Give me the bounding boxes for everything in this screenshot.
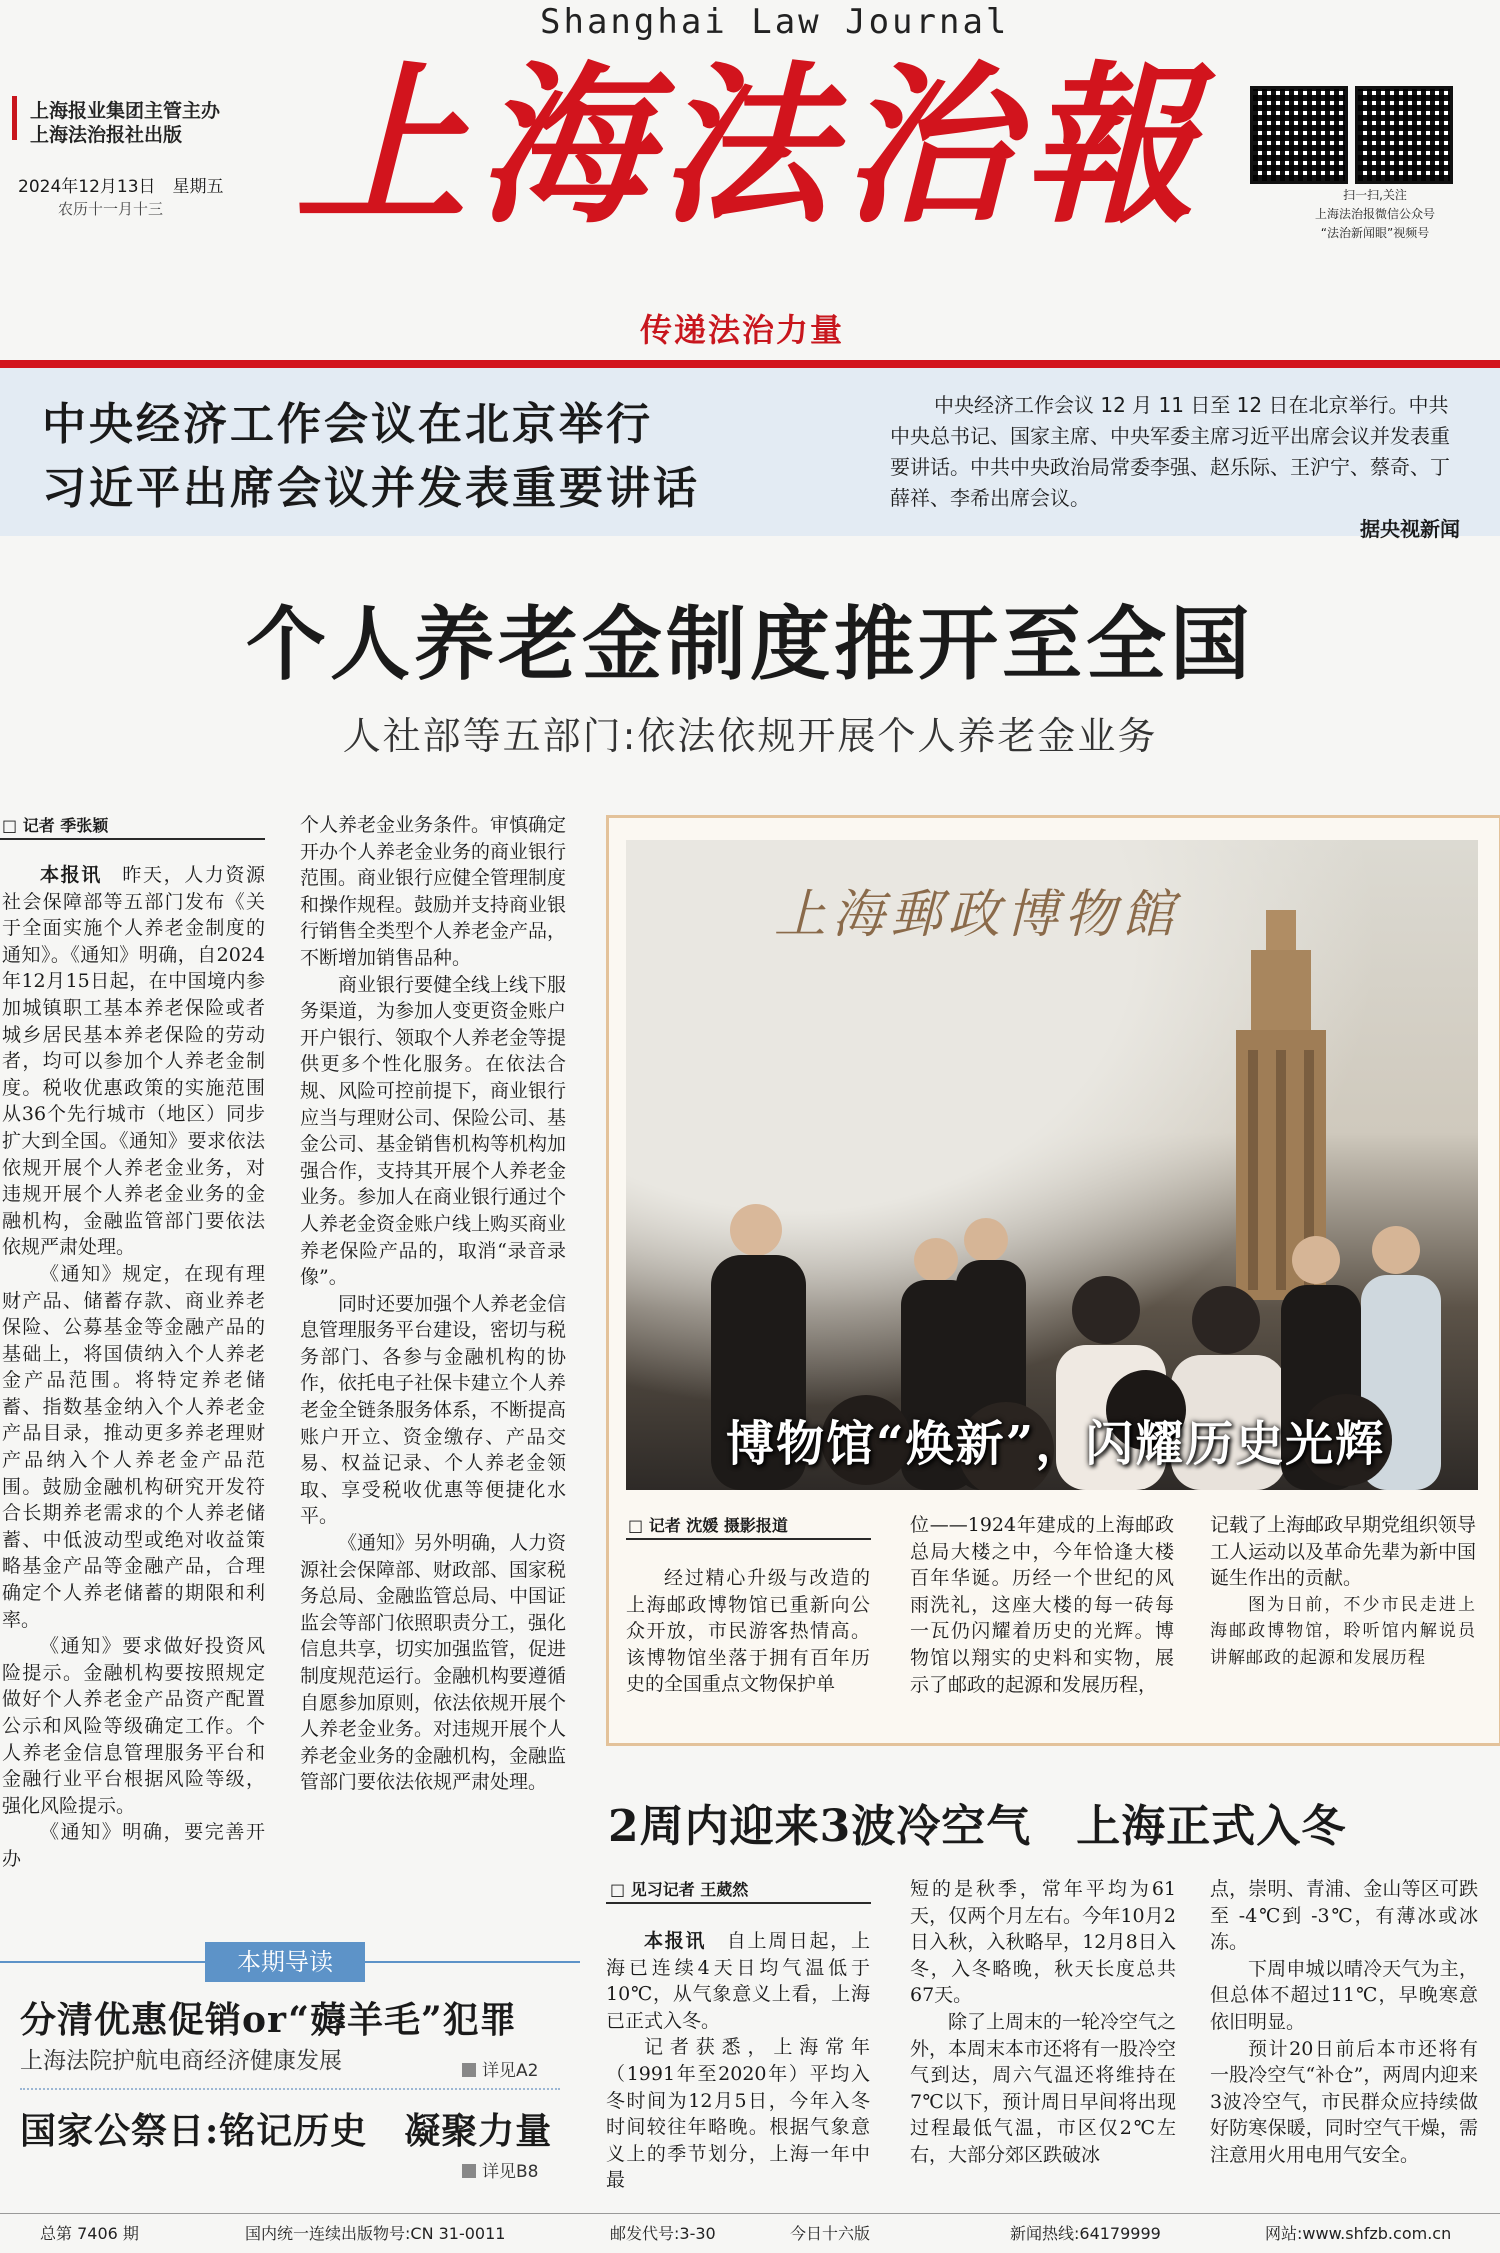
museum-sign: 上海郵政博物館 [774, 885, 1181, 945]
newspaper-logo: 上海法治報 [295, 44, 1205, 247]
digest-tab: 本期导读 [205, 1942, 365, 1982]
top-story-source: 据央视新闻 [1360, 517, 1460, 541]
photo-story-column-2 [910, 1512, 1174, 1698]
weather-story-paragraph: 除了上周末的一轮冷空气之外，本周末本市还将有一股冷空气到达，周六气温还将维持在7℃以下，预计周日早间将出现过程最低气温，市区仅2℃左右，大部分郊区跌破冰 [910, 2010, 1177, 2166]
lead-story-paragraph: 同时还要加强个人养老金信息管理服务平台建设，密切与税务部门、各参与金融机构的协作，依托电子社保卡建立个人养老金全链条服务体系，不断提高账户开立、资金缴存、产品交易、权益记录、个人养老金领取、享受税收优惠等便捷化水平。 [300, 1292, 567, 1528]
digest-item-1-subtitle: 上海法院护航电商经济健康发展 [20, 2048, 342, 2074]
footer-website[interactable]: 网站:www.shfzb.com.cn [1265, 2224, 1452, 2243]
weather-story-paragraph: 点，崇明、青浦、金山等区可跌至 -4℃到 -3℃，有薄冰或冰冻。 [1210, 1878, 1478, 1954]
english-title: Shanghai Law Journal [540, 2, 1010, 42]
publisher-line-1: 上海报业集团主管主办 [30, 100, 221, 122]
video-channel-qr-code-icon [1355, 86, 1453, 184]
footer-issue: 总第 7406 期 [40, 2224, 139, 2243]
weather-story-paragraph: 下周申城以晴冷天气为主，但总体不超过11℃，早晚寒意依旧明显。 [1210, 1957, 1478, 2033]
photo-story-paragraph: 记载了上海邮政早期党组织领导工人运动以及革命先辈为新中国诞生作出的贡献。 [1210, 1514, 1477, 1590]
lead-label: 本报讯 [40, 864, 102, 886]
qr-note [1245, 186, 1500, 243]
photo-story-paragraph: 经过精心升级与改造的上海邮政博物馆已重新向公众开放，市民游客热情高。该博物馆坐落于拥有百年历史的全国重点文物保护单 [626, 1567, 870, 1696]
digest-item-2-ref-text: 详见B8 [482, 2162, 539, 2182]
footer-rule [0, 2213, 1500, 2214]
top-story-headline-1: 中央经济工作会议在北京举行 [42, 399, 653, 450]
lead-story-column-2 [300, 812, 566, 1796]
footer-cn-number: 国内统一连续出版物号:CN 31-0011 [245, 2224, 506, 2243]
lead-story-paragraph: 《通知》规定，在现有理财产品、储蓄存款、商业养老保险、公募基金等金融产品的基础上，将国债纳入个人养老金产品范围。将特定养老储蓄、指数基金纳入个人养老金产品目录，推动更多养老理财产品纳入个人养老金产品范围。鼓励金融机构研究开发符合长期养老需求的个人养老储蓄、中低波动型或绝对收益策略基金产品等金融产品，合理确定个人养老储蓄的期限和利率。 [2, 1262, 265, 1631]
lead-text: 自上周日起，上海已连续4天日均气温低于10℃，从气象意义上看，上海已正式入冬。 [606, 1930, 870, 2032]
photo-story-column-1 [626, 1565, 870, 1698]
lead-story-paragraph: 商业银行要健全线上线下服务渠道，为参加人变更资金账户开户银行、领取个人养老金等提供更多个性化服务。在依法合规、风险可控前提下，商业银行应当与理财公司、保险公司、基金公司、基金销售机构等机构加强合作，支持其开展个人养老金业务。参加人在商业银行通过个人养老金资金账户线上购买商业养老保险产品的，取消“录音录像”。 [300, 973, 567, 1289]
publisher-line-2: 上海法治报社出版 [30, 124, 183, 146]
digest-item-2-reference[interactable] [462, 2157, 538, 2182]
digest-separator [20, 2088, 560, 2090]
reference-square-icon [462, 2164, 476, 2178]
byline-rule [626, 1538, 871, 1540]
digest-item-1-title[interactable]: 分清优惠促销or“薅羊毛”犯罪 [20, 1999, 517, 2041]
lead-story-byline: □ 记者 季张颖 [2, 816, 109, 835]
wechat-qr-code-icon [1250, 86, 1348, 184]
lead-story-paragraph: 《通知》另外明确，人力资源社会保障部、财政部、国家税务总局、金融监管总局、中国证监会等部门依照职责分工，强化信息共享，切实加强监管，促进制度规范运行。金融机构要遵循自愿参加原则，依法依规开展个人养老金业务。对违规开展个人养老金业务的金融机构，金融监管部门要依法依规严肃处理。 [300, 1532, 567, 1794]
lead-story-paragraph [2, 862, 265, 1261]
weather-story-paragraph: 预计20日前后本市还将有一股冷空气“补仓”，两周内迎来3波冷空气，市民群众应持续做好防寒保暖，同时空气干燥，需注意用火用电用气安全。 [1210, 2037, 1478, 2166]
digest-item-1-reference[interactable] [462, 2056, 538, 2081]
reference-square-icon [462, 2063, 476, 2077]
publisher-accent-bar [12, 96, 17, 140]
footer-page-count: 今日十六版 [790, 2224, 871, 2243]
lead-label: 本报讯 [644, 1930, 707, 1952]
footer-postal-code: 邮发代号:3-30 [610, 2224, 716, 2243]
slogan: 传递法治力量 [640, 311, 845, 349]
photo-caption: 博物馆“焕新”，闪耀历史光辉 [726, 1416, 1386, 1472]
top-story-summary-text: 中央经济工作会议 12 月 11 日至 12 日在北京举行。中共中央总书记、国家主席、中央军委主席习近平出席会议并发表重要讲话。中共中央政治局常委李强、赵乐际、王沪宁、蔡奇、丁薛祥、李希出席会议。 [890, 393, 1450, 510]
top-story-source-line [890, 514, 1460, 545]
weather-story-paragraph [606, 1928, 870, 2034]
photo-story-paragraph: 位——1924年建成的上海邮政总局大楼之中，今年恰逢大楼百年华诞。历经一个世纪的风雨洗礼，这座大楼的每一砖每一瓦仍闪耀着历史的光辉。博物馆以翔实的史料和实物，展示了邮政的起源和发展历程， [910, 1514, 1174, 1696]
digest-item-2-title[interactable]: 国家公祭日:铭记历史 凝聚力量 [20, 2110, 553, 2152]
weather-story-column-3 [1210, 1876, 1478, 2169]
publication-date: 2024年12月13日 星期五 [18, 177, 224, 197]
lunar-date: 农历十一月十三 [58, 200, 164, 218]
top-story-summary [890, 390, 1460, 545]
photo-story-column-3 [1210, 1512, 1476, 1672]
weather-story-column-1 [606, 1928, 870, 2194]
qr-note-line-3: “法治新闻眼”视频号 [1320, 226, 1430, 240]
qr-note-line-2: 上海法治报微信公众号 [1314, 207, 1435, 221]
weather-story-column-2 [910, 1876, 1176, 2169]
weather-story-headline: 2周内迎来3波冷空气 上海正式入冬 [608, 1801, 1347, 1852]
masthead-rule [0, 360, 1500, 368]
photo-story-byline: □ 记者 沈媛 摄影报道 [628, 1516, 788, 1535]
weather-story-paragraph: 短的是秋季，常年平均为61天，仅两个月左右。今年10月2日入秋，入秋略早，12月8日入冬，入冬略晚，秋天长度总共67天。 [910, 1878, 1176, 2007]
weather-story-paragraph: 记者获悉，上海常年（1991年至2020年）平均入冬时间为12月5日，今年入冬时间较往年略晚。根据气象意义上的季节划分，上海一年中最 [606, 2036, 870, 2192]
lead-story-subheadline: 人社部等五部门:依法依规开展个人养老金业务 [342, 714, 1158, 758]
footer-hotline: 新闻热线:64179999 [1010, 2224, 1161, 2243]
digest-item-1-ref-text: 详见A2 [482, 2061, 539, 2081]
lead-story-paragraph: 《通知》明确，要完善开办 [2, 1821, 265, 1870]
lead-story-headline: 个人养老金制度推开至全国 [246, 597, 1254, 691]
weather-story-byline: □ 见习记者 王葳然 [610, 1880, 749, 1899]
lead-story-paragraph: 个人养老金业务条件。审慎确定开办个人养老金业务的商业银行范围。商业银行应健全管理制度和操作规程。鼓励并支持商业银行销售全类型个人养老金产品，不断增加销售品种。 [300, 814, 567, 969]
photo-description: 图为日前，不少市民走进上海邮政博物馆，聆听馆内解说员讲解邮政的起源和发展历程 [1210, 1594, 1476, 1668]
top-story-headline-2: 习近平出席会议并发表重要讲话 [42, 463, 700, 514]
lead-text: 昨天，人力资源社会保障部等五部门发布《关于全面实施个人养老金制度的通知》。《通知》明确，自2024年12月15日起，在中国境内参加城镇职工基本养老保险或者城乡居民基本养老保险的劳动者，均可以参加个人养老金制度。税收优惠政策的实施范围从36个先行城市（地区）同步扩大到全国。《通知》要求依法依规开展个人养老金业务，对违规开展个人养老金业务的金融机构，金融监管部门要依法依规严肃处理。 [2, 864, 265, 1259]
byline-rule [0, 838, 265, 840]
lead-story-paragraph: 《通知》要求做好投资风险提示。金融机构要按照规定做好个人养老金产品资产配置公示和风险等级确定工作。个人养老金信息管理服务平台和金融行业平台根据风险等级，强化风险提示。 [2, 1635, 265, 1817]
lead-story-column-1 [2, 862, 265, 1873]
qr-note-line-1: 扫一扫,关注 [1343, 188, 1407, 202]
museum-photo [626, 840, 1478, 1490]
byline-rule [606, 1902, 871, 1904]
